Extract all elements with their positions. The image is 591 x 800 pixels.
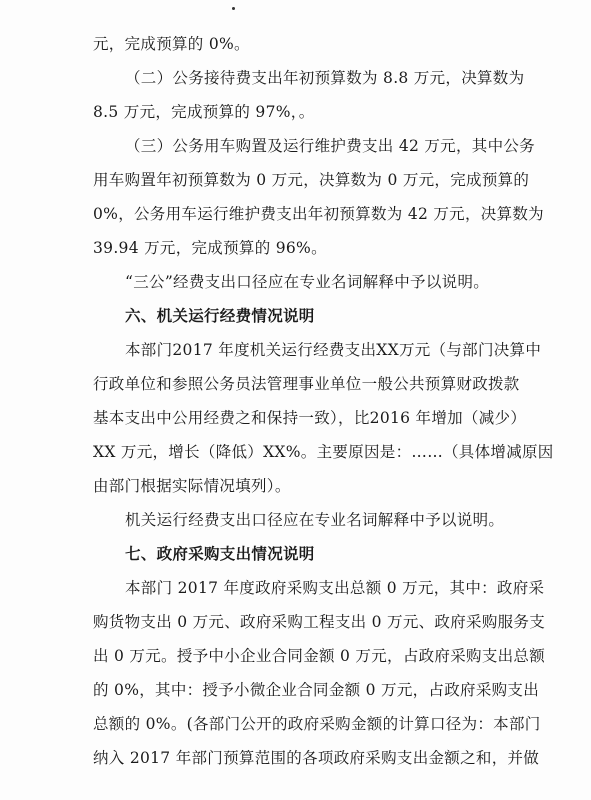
section-heading: 六、机关运行经费情况说明 [125, 307, 315, 325]
text-line: 行政单位和参照公务员法管理事业单位一般公共预算财政拨款 [93, 375, 520, 393]
section-heading: 七、政府采购支出情况说明 [125, 545, 315, 563]
text-line: 本部门 2017 年度政府采购支出总额 0 万元，其中：政府采 [125, 579, 545, 597]
text-line: 总额的 0%。(各部门公开的政府采购金额的计算口径为：本部门 [93, 715, 541, 733]
text-line: 由部门根据实际情况填列）。 [93, 477, 291, 495]
text-line: “三公”经费支出口径应在专业名词解释中予以说明。 [125, 273, 490, 291]
text-line: 纳入 2017 年部门预算范围的各项政府采购支出金额之和，并做 [93, 749, 540, 767]
text-line: （三）公务用车购置及运行维护费支出 42 万元，其中公务 [125, 137, 535, 155]
text-line: 购货物支出 0 万元、政府采购工程支出 0 万元、政府采购服务支 [93, 613, 546, 631]
text-line: 8.5 万元，完成预算的 97%，。 [93, 103, 315, 121]
text-line: 0%，公务用车运行维护费支出年初预算数为 42 万元，决算数为 [93, 205, 544, 223]
text-line: XX 万元，增长（降低）XX%。主要原因是：……（具体增减原因 [93, 443, 554, 461]
text-line: 用车购置年初预算数为 0 万元，决算数为 0 万元，完成预算的 [93, 171, 530, 189]
text-line: 基本支出中公用经费之和保持一致），比2016 年增加（减少） [93, 409, 527, 427]
text-line: 元，完成预算的 0%。 [93, 35, 250, 53]
text-line: 39.94 万元，完成预算的 96%。 [93, 239, 327, 257]
scan-mark [232, 7, 235, 10]
text-line: （二）公务接待费支出年初预算数为 8.8 万元，决算数为 [125, 69, 525, 87]
text-line: 机关运行经费支出口径应在专业名词解释中予以说明。 [125, 511, 505, 529]
text-line: 出 0 万元。授予中小企业合同金额 0 万元，占政府采购支出总额 [93, 647, 546, 665]
text-line: 的 0%，其中：授予小微企业合同金额 0 万元，占政府采购支出 [93, 681, 540, 699]
text-line: 本部门2017 年度机关运行经费支出XX万元（与部门决算中 [125, 341, 542, 359]
